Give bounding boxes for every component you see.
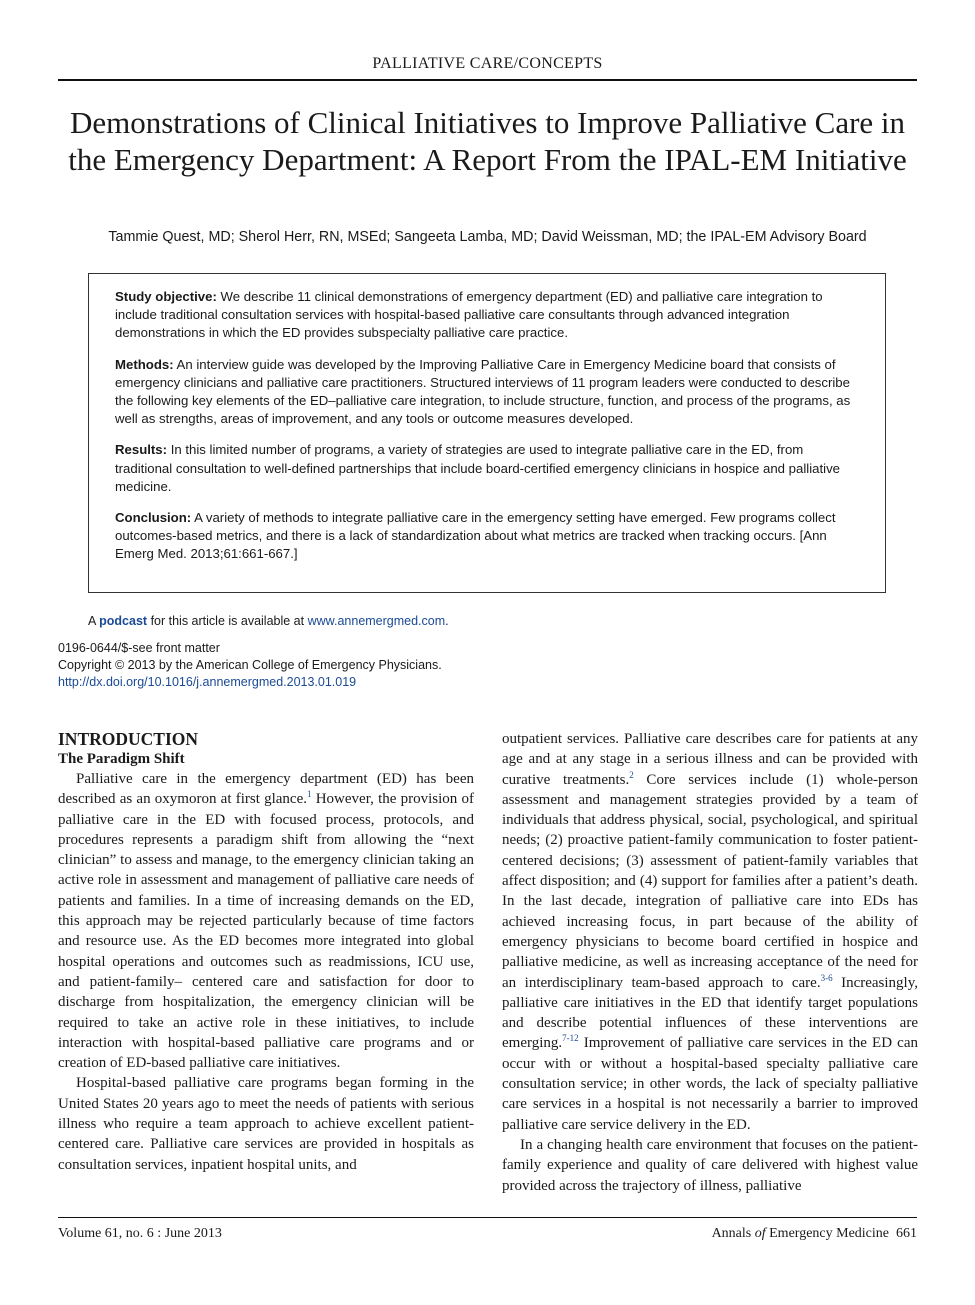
abstract-box (88, 273, 886, 593)
reference-link[interactable]: 7-12 (562, 1033, 579, 1044)
volume-info: Volume 61, no. 6 : June 2013 (58, 1226, 222, 1241)
author-list: Tammie Quest, MD; Sherol Herr, RN, MSEd; Sangeeta Lamba, MD; David Weissman, MD; the IPAL-EM Advisory Board (108, 229, 867, 245)
paragraph-text: Improvement of palliative care services in the ED can occur with or without a hospital-based specialty palliative care consultation service; in other words, the lack of specialty palliative care services in a hospital is not necessarily a barrier to improved palliative care service delivery in the ED. (502, 1035, 918, 1133)
paragraph-text: Core services include (1) whole-person assessment and management strategies provided by a team of individuals that address physical, social, psychological, and spiritual needs; (2) proactive patient-family communication to foster patient-centered decisions; (3) assessment of patient-family variables that affect disposition; and (4) support for families after a patient’s death. In the last decade, integration of palliative care into EDs has achieved increasing focus, in part because of the ability of emergency physicians to become board certified in hospice and palliative medicine, as well as increasing acceptance of the need for an interdisciplinary team-based approach to care. (502, 771, 918, 991)
reference-link[interactable]: 2 (629, 769, 634, 780)
doi-link[interactable]: http://dx.doi.org/10.1016/j.annemergmed.2013.01.019 (58, 675, 357, 689)
article-meta (58, 640, 442, 691)
body-paragraph: In a changing health care environment that focuses on the patient-family experience and quality of care delivered with highest value provided across the trajectory of illness, palliative (502, 1136, 918, 1194)
podcast-link[interactable]: podcast (99, 614, 148, 628)
podcast-note (88, 614, 449, 628)
body-paragraph (502, 729, 918, 1135)
journal-url-link[interactable]: www.annemergmed.com (307, 614, 446, 628)
paragraph-text: Palliative care in the emergency department (ED) has been described as an oxymoron at first glance. (58, 771, 474, 808)
journal-name-of: of (754, 1226, 766, 1241)
journal-footer (712, 1226, 917, 1242)
results-text: In this limited number of programs, a variety of strategies are used to integrate palliative care in the ED, from traditional consultation to well-defined partnerships that include board-certified emergency clinicians in hospice and palliative medicine. (115, 442, 840, 494)
methods-label: Methods: (115, 356, 174, 372)
objective-label: Study objective: (115, 289, 217, 304)
body-paragraph (58, 769, 474, 1073)
section-label: PALLIATIVE CARE/CONCEPTS (372, 55, 603, 72)
page-number: 661 (896, 1226, 917, 1241)
conclusion-text: A variety of methods to integrate palliative care in the emergency setting have emerged. Few programs collect outcomes-based metrics, and there is a lack of standardization about what metrics are tracked when tracking occurs. [Ann Emerg Med. 2013;61:661-667.] (115, 510, 836, 562)
article-title: Demonstrations of Clinical Initiatives to Improve Palliative Care in the Emergency Department: A Report From the IPAL-EM Initiative (68, 105, 907, 177)
journal-name-b: Emergency Medicine (769, 1226, 889, 1241)
reference-link[interactable]: 1 (307, 789, 312, 800)
podcast-suffix: . (445, 614, 449, 628)
objective-text: We describe 11 clinical demonstrations of emergency department (ED) and palliative care integration to include traditional consultation services with hospital-based palliative care consultants through advanced integration demonstrations in which the ED provides subspecialty palliative care practice. (115, 289, 823, 341)
paragraph-text: Increasingly, palliative care initiatives in the ED that identify target populations and describe potential influences of these interventions are emerging. (502, 974, 918, 1052)
copyright-line: Copyright © 2013 by the American College of Emergency Physicians. (58, 658, 442, 672)
abstract-results (115, 441, 859, 496)
left-column (58, 729, 474, 1175)
journal-name-a: Annals (711, 1226, 752, 1241)
introduction-heading: INTRODUCTION (58, 729, 199, 749)
right-column (502, 729, 918, 1196)
paradigm-shift-subheading: The Paradigm Shift (58, 751, 185, 767)
abstract-conclusion (115, 509, 859, 564)
conclusion-label: Conclusion: (115, 510, 192, 526)
paragraph-text: However, the provision of palliative care in the ED with focused process, protocols, and procedures represents a paradigm shift from allowing the “next clinician” to assess and manage, to the emergency clinician taking an active role in assessment and management of palliative care needs of patients and families. In a time of increasing demands on the ED, this approach may be rejected particularly because of time factors and resource use. As the ED becomes more integrated into global hospital operations and outcomes such as readmissions, ICU use, and patient-family– centered care and satisfaction for door to discharge from hospitalization, the emergency clinician will be required to take an active role in these initiatives, to include interaction with hospital-based palliative care programs and or creation of ED-based palliative care initiatives. (58, 791, 474, 1072)
results-label: Results: (115, 442, 168, 458)
reference-link[interactable]: 3-6 (820, 972, 833, 983)
methods-text: An interview guide was developed by the Improving Palliative Care in Emergency Medicine board that consists of emergency clinicians and palliative care practitioners. Structured interviews of 11 program leaders were conducted to describe the following key elements of the ED–palliative care integration, to include structure, function, and process of the programs, as well as strengths, areas of improvement, and any tools or outcome measures developed. (115, 356, 851, 427)
podcast-middle: for this article is available at (150, 614, 305, 628)
paragraph-text: outpatient services. Palliative care describes care for patients at any age and at any stage in a serious illness and can be provided with curative treatments. (502, 731, 918, 788)
issn-line: 0196-0644/$-see front matter (58, 641, 220, 655)
podcast-prefix: A (88, 614, 96, 628)
body-paragraph: Hospital-based palliative care programs began forming in the United States 20 years ago to meet the needs of patients with serious illness who require a team approach to achieve excellent patient-centered care. Palliative care services are provided in hospitals as consultation services, inpatient hospital units, and (58, 1075, 474, 1173)
top-rule (58, 79, 917, 81)
footer-rule (58, 1217, 917, 1218)
abstract-methods (115, 356, 859, 429)
abstract-objective (115, 288, 859, 343)
